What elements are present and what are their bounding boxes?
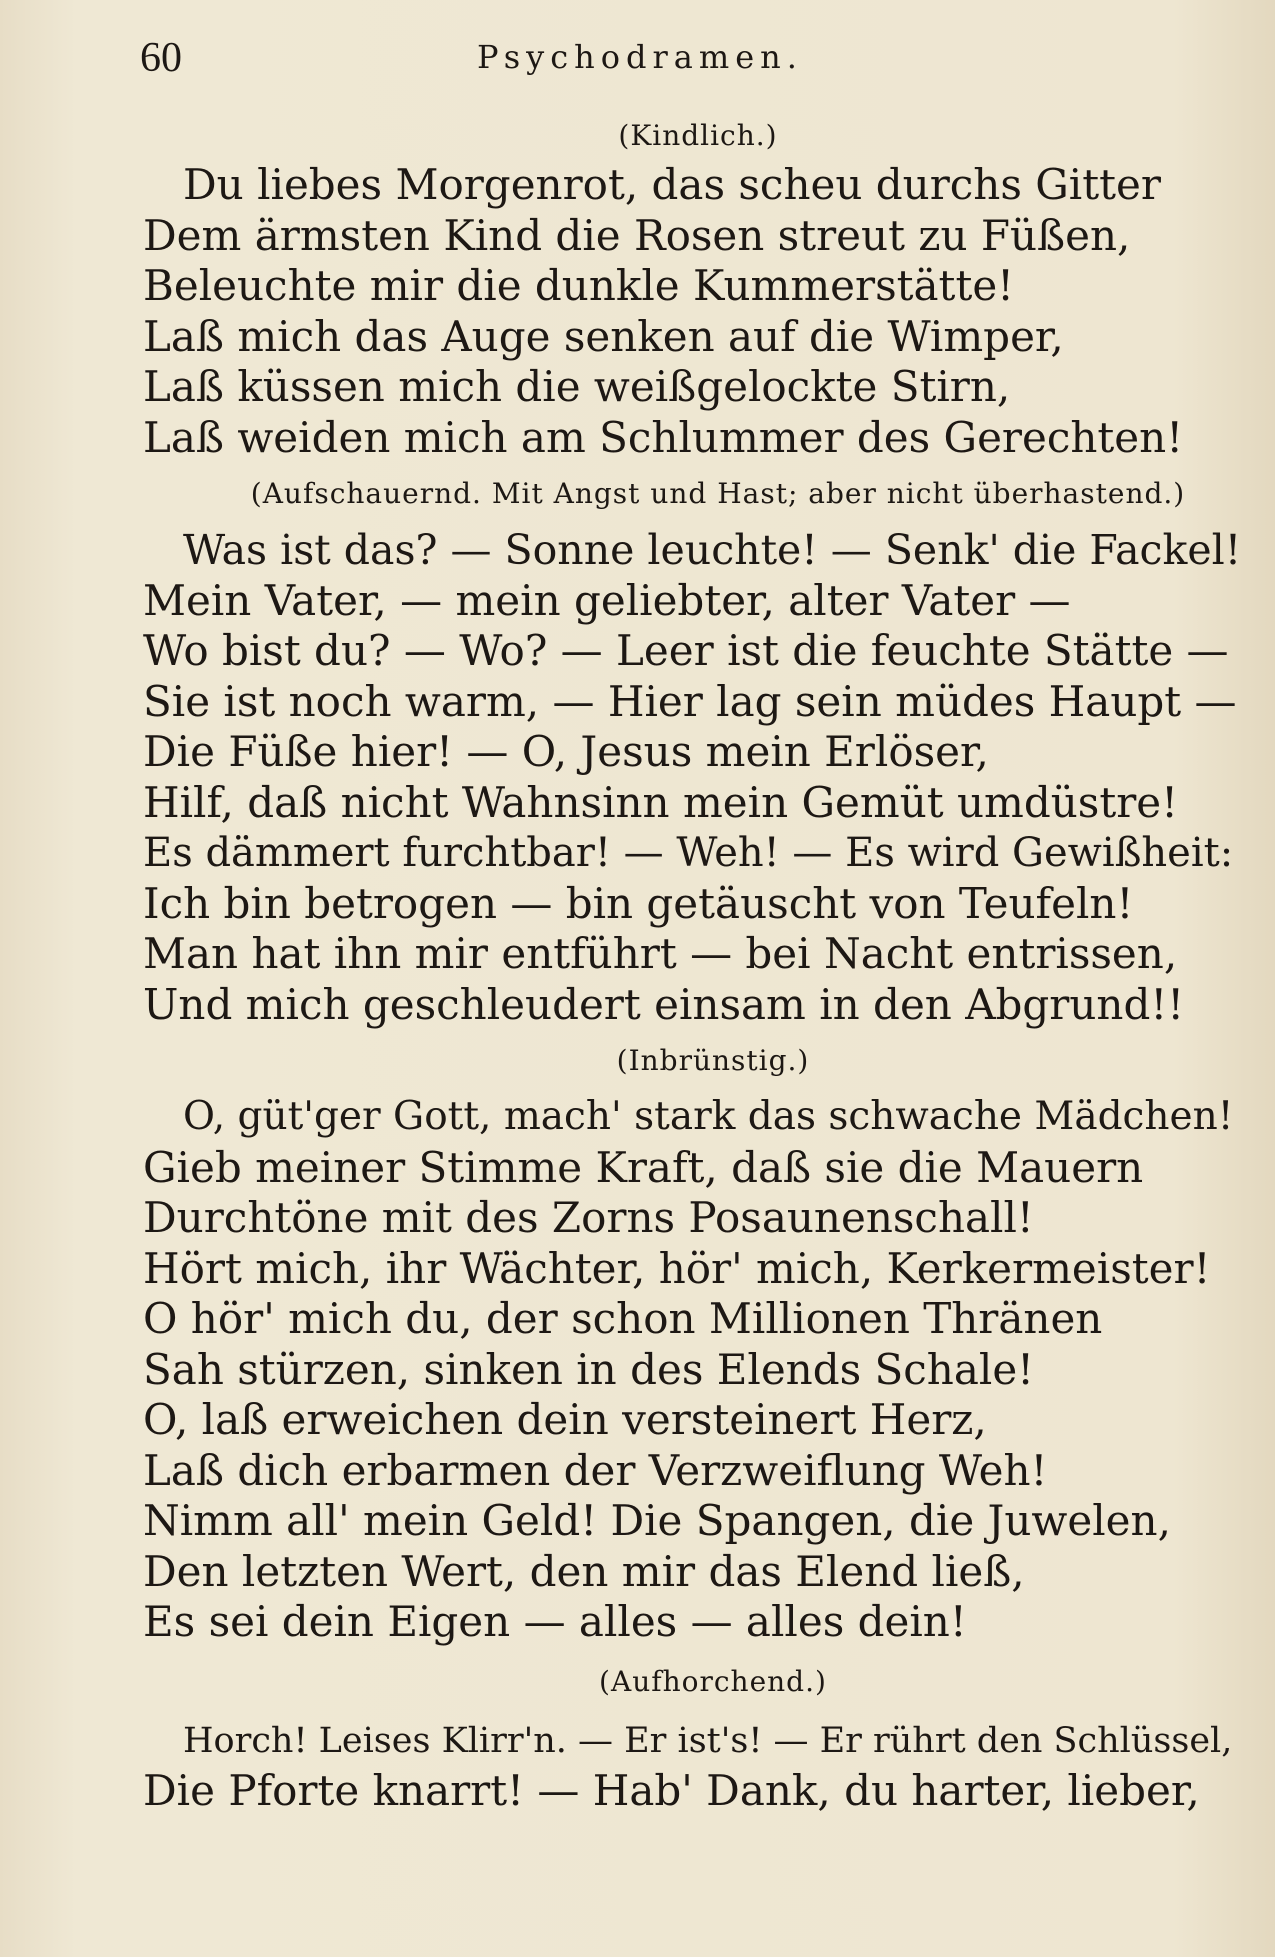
page-header	[140, 34, 1140, 94]
verse-line: Laß küssen mich die weißgelockte Stirn,	[143, 362, 1011, 411]
stage-direction: (Aufschauernd. Mit Angst und Hast; aber nicht überhastend.)	[250, 477, 1186, 510]
verse-line: Mein Vater, — mein geliebter, alter Vater —	[143, 575, 1071, 625]
verse-line: Es dämmert furchtbar! — Weh! — Es wird Gewißheit:	[143, 830, 1234, 876]
verse-line: Beleuchte mir die dunkle Kummerstätte!	[143, 261, 1015, 310]
verse-line: Laß dich erbarmen der Verzweiflung Weh!	[143, 1445, 1048, 1495]
verse-line: Was ist das? — Sonne leuchte! — Senk' die Fackel!	[183, 526, 1242, 574]
verse-line: Es sei dein Eigen — alles — alles dein!	[143, 1597, 967, 1646]
poem-body	[143, 112, 1253, 1817]
verse-line: Hilf, daß nicht Wahnsinn mein Gemüt umdüstre!	[143, 777, 1179, 827]
page-number: 60	[140, 35, 182, 81]
verse-line: Sie ist noch warm, — Hier lag sein müdes Haupt —	[143, 676, 1237, 726]
verse-line: O, laß erweichen dein versteinert Herz,	[143, 1395, 987, 1444]
verse-line: O hör' mich du, der schon Millionen Thränen	[143, 1294, 1103, 1343]
verse-line: Dem ärmsten Kind die Rosen streut zu Füßen,	[143, 210, 1131, 260]
verse-line: Sah stürzen, sinken in des Elends Schale!	[143, 1344, 1035, 1394]
verse-line: Nimm all' mein Geld! Die Spangen, die Juwelen,	[143, 1496, 1171, 1545]
stage-direction: (Aufhorchend.)	[599, 1664, 827, 1698]
verse-line: Horch! Leises Klirr'n. — Er ist's! — Er rührt den Schlüssel,	[183, 1720, 1233, 1761]
verse-line: Die Füße hier! — O, Jesus mein Erlöser,	[143, 727, 989, 776]
verse-line: O, güt'ger Gott, mach' stark das schwache Mädchen!	[183, 1094, 1234, 1139]
verse-line: Laß weiden mich am Schlummer des Gerechten!	[143, 412, 1184, 462]
stage-direction: (Inbrünstig.)	[616, 1044, 810, 1077]
verse-line: Hört mich, ihr Wächter, hör' mich, Kerkermeister!	[143, 1243, 1211, 1293]
stanza	[143, 160, 1253, 463]
verse-line: Und mich geschleudert einsam in den Abgrund!!	[143, 979, 1185, 1029]
verse-line: Gieb meiner Stimme Kraft, daß sie die Mauern	[143, 1142, 1144, 1192]
stanza	[143, 1716, 1253, 1817]
running-title: Psychodramen.	[477, 38, 803, 76]
verse-line: Man hat ihn mir entführt — bei Nacht entrissen,	[143, 929, 1178, 978]
verse-line: Wo bist du? — Wo? — Leer ist die feuchte Stätte —	[143, 626, 1229, 675]
stanza	[143, 525, 1253, 1030]
verse-line: Ich bin betrogen — bin getäuscht von Teufeln!	[143, 878, 1134, 928]
stage-direction: (Kindlich.)	[618, 119, 778, 152]
stanza	[143, 1092, 1253, 1648]
verse-line: Durchtöne mit des Zorns Posaunenschall!	[143, 1193, 1034, 1242]
verse-line: Den letzten Wert, den mir das Elend ließ,	[143, 1546, 1025, 1596]
verse-line: Laß mich das Auge senken auf die Wimper,	[143, 311, 1064, 361]
verse-line: Du liebes Morgenrot, das scheu durchs Gitter	[183, 160, 1161, 209]
verse-line: Die Pforte knarrt! — Hab' Dank, du harter, lieber,	[143, 1766, 1200, 1815]
